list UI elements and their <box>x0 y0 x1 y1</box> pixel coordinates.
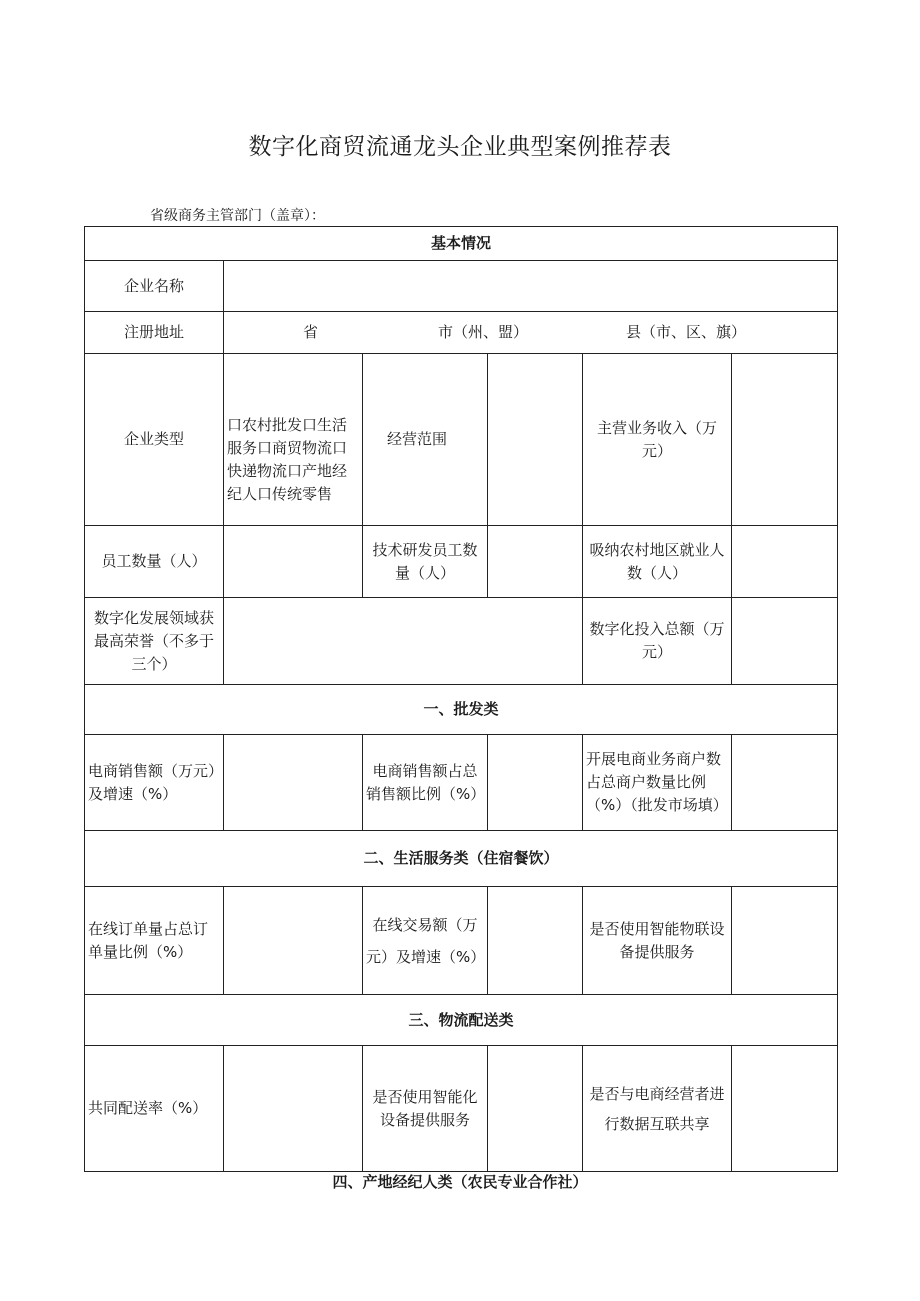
online-order-ratio-field[interactable] <box>224 887 363 995</box>
digital-invest-label: 数字化投入总额（万元） <box>583 598 732 685</box>
section-logistics: 三、物流配送类 <box>85 995 838 1046</box>
reg-address-field[interactable] <box>224 312 838 354</box>
ecom-sales-field[interactable] <box>224 735 363 831</box>
co-delivery-field[interactable] <box>224 1046 363 1172</box>
data-share-label: 是否与电商经营者进行数据互联共享 <box>583 1046 732 1172</box>
ecom-ratio-field[interactable] <box>488 735 583 831</box>
reg-address-label: 注册地址 <box>85 312 224 354</box>
section-basic-info: 基本情况 <box>85 227 838 261</box>
company-name-field[interactable] <box>224 261 838 312</box>
employees-label: 员工数量（人） <box>85 526 224 598</box>
ecom-sales-label: 电商销售额（万元）及增速（%） <box>85 735 224 831</box>
addr-county-label: 县（市、区、旗） <box>626 323 747 341</box>
rural-jobs-label: 吸纳农村地区就业人数（人） <box>583 526 732 598</box>
company-type-label: 企业类型 <box>85 354 224 526</box>
online-order-ratio-label: 在线订单量占总订单量比例（%） <box>85 887 224 995</box>
company-type-options[interactable]: 口农村批发口生活服务口商贸物流口快递物流口产地经纪人口传统零售 <box>224 354 363 526</box>
smart-device-label: 是否使用智能化设备提供服务 <box>363 1046 488 1172</box>
honors-label: 数字化发展领域获最高荣誉（不多于三个） <box>85 598 224 685</box>
company-name-label: 企业名称 <box>85 261 224 312</box>
ecom-merchants-field[interactable] <box>732 735 838 831</box>
addr-province-label: 省 <box>303 323 319 341</box>
addr-city-label: 市（州、盟） <box>438 323 529 341</box>
iot-service-label: 是否使用智能物联设备提供服务 <box>583 887 732 995</box>
business-scope-label: 经营范围 <box>363 354 488 526</box>
honors-field[interactable] <box>224 598 583 685</box>
smart-device-field[interactable] <box>488 1046 583 1172</box>
seal-department-label: 省级商务主管部门（盖章）： <box>150 208 325 224</box>
ecom-merchants-label: 开展电商业务商户数占总商户数量比例（%）（批发市场填） <box>583 735 732 831</box>
online-trade-field[interactable] <box>488 887 583 995</box>
employees-field[interactable] <box>224 526 363 598</box>
main-revenue-label: 主营业务收入（万元） <box>583 354 732 526</box>
recommendation-form-table <box>84 226 838 1172</box>
data-share-field[interactable] <box>732 1046 838 1172</box>
section-life-service: 二、生活服务类（住宿餐饮） <box>85 831 838 887</box>
online-trade-label: 在线交易额（万元）及增速（%） <box>363 887 488 995</box>
business-scope-field[interactable] <box>488 354 583 526</box>
page-title: 数字化商贸流通龙头企业典型案例推荐表 <box>248 134 672 160</box>
section-wholesale: 一、批发类 <box>85 685 838 735</box>
iot-service-field[interactable] <box>732 887 838 995</box>
rd-employees-label: 技术研发员工数量（人） <box>363 526 488 598</box>
co-delivery-label: 共同配送率（%） <box>85 1046 224 1172</box>
main-revenue-field[interactable] <box>732 354 838 526</box>
rural-jobs-field[interactable] <box>732 526 838 598</box>
ecom-ratio-label: 电商销售额占总销售额比例（%） <box>363 735 488 831</box>
digital-invest-field[interactable] <box>732 598 838 685</box>
section-broker: 四、产地经纪人类（农民专业合作社） <box>332 1173 588 1191</box>
rd-employees-field[interactable] <box>488 526 583 598</box>
